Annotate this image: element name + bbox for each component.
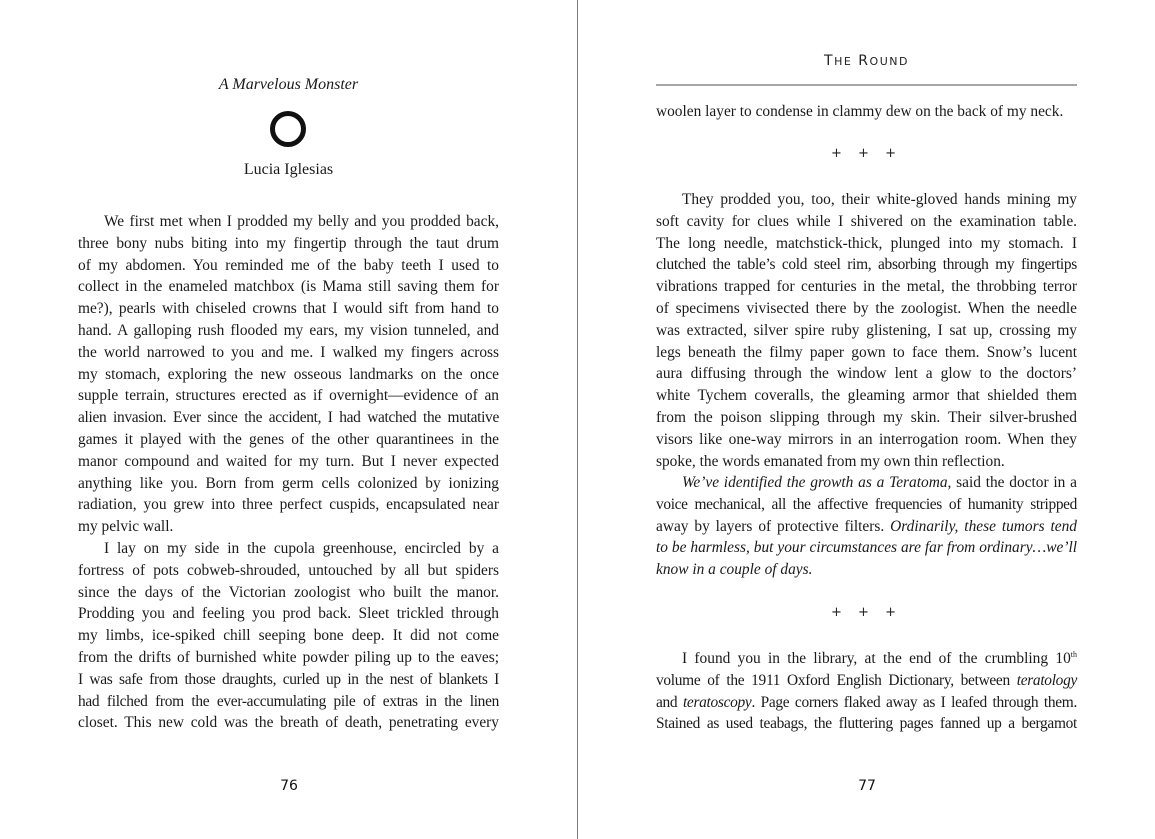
italic-speech: We’ve identified the growth as a Teratoma, — [682, 474, 952, 491]
section-2-text — [656, 189, 1077, 472]
running-head-cap: T — [824, 53, 835, 69]
text-line: woolen layer to condense in clammy dew on the back of my neck. — [656, 103, 1064, 120]
story-title: A Marvelous Monster — [218, 76, 359, 93]
running-head-small: HE — [834, 55, 853, 68]
text-line: collect in the enameled matchbox (is Mama still saving them for — [78, 278, 499, 296]
text-line: my stomach, exploring the new osseous landmarks on the once — [78, 365, 499, 383]
text-line: spoke, the words emanated from my own thin reflection. — [656, 452, 1005, 470]
text-line — [656, 516, 1077, 538]
text-line: vibrations trapped for centuries in the metal, the throbbing terror — [656, 278, 1077, 296]
text-line: the world narrowed to you and me. I walked my fingers across — [78, 343, 499, 361]
text-line: white Tychem coveralls, the gleaming armor that shielded them — [656, 387, 1077, 405]
text-line — [656, 692, 1077, 714]
author-name: Lucia Iglesias — [243, 161, 334, 178]
page-number-right: 77 — [858, 778, 876, 794]
continuation-line — [656, 101, 1077, 123]
text-line: We first met when I prodded my belly and you prodded back, — [104, 213, 499, 230]
text-line: aura diffusing through the window lent a glow to the doctors’ — [656, 365, 1077, 383]
text-line — [656, 670, 1077, 692]
text-line: closet. This new cold was the breath of death, penetrating every — [78, 714, 499, 732]
header-rule — [656, 84, 1077, 86]
italic-term: teratoscopy — [682, 693, 752, 711]
text-line: anything like you. Born from germ cells colonized by ionizing — [78, 474, 499, 492]
running-head — [656, 53, 1077, 69]
running-head-cap: R — [858, 53, 870, 69]
text-line: of specimens vivisected there by the zoologist. When the needle — [656, 299, 1077, 317]
text-line: legs beneath the filmy paper gown to face them. Snow’s lucent — [656, 343, 1077, 361]
text-line — [656, 648, 1077, 670]
text-line — [656, 472, 1077, 494]
text-run: said the doctor in a — [951, 474, 1077, 491]
text-line: my limbs, ice-spiked chill seeping bone deep. It did not come — [78, 627, 499, 645]
section-separator: + + + — [831, 605, 902, 620]
text-line: my pelvic wall. — [78, 518, 174, 536]
text-line: since the days of the Victorian zoologist who built the manor. — [78, 583, 499, 601]
text-line: manor compound and waited for my turn. But I never expected — [78, 452, 499, 470]
text-line: was extracted, silver spire ruby glistening, I sat up, crossing my — [656, 321, 1077, 339]
text-line: The long needle, matchstick-thick, plunged into my stomach. I — [656, 234, 1077, 252]
text-line: hand. A galloping rush flooded my ears, my vision tunneled, and — [78, 321, 499, 339]
text-line: radiation, you grew into three perfect cuspids, encapsulated near — [78, 496, 499, 514]
text-line: soft cavity for clues while I shivered on the examination table. — [656, 212, 1077, 230]
text-line: had filched from the ever-accumulating pile of extras in the linen — [78, 692, 499, 710]
italic-term: teratology — [1016, 671, 1077, 689]
dialogue-text — [656, 472, 1077, 581]
page-number-left: 76 — [280, 778, 298, 794]
right-page — [578, 0, 1155, 839]
text-line: fortress of pots cobweb-shrouded, untouched by all but spiders — [78, 561, 499, 579]
section-3-text — [656, 648, 1077, 735]
text-run: away by layers of protective filters. — [656, 517, 891, 535]
text-run: I found you in the library, at the end of the crumbling 10 — [682, 650, 1071, 667]
text-line: I was safe from those draughts, curled up in the nest of blankets I — [78, 670, 499, 688]
text-line: I lay on my side in the cupola greenhouse, encircled by a — [104, 539, 499, 557]
text-line: games it played with the genes of the other quarantinees in the — [78, 430, 499, 448]
text-line: know in a couple of days. — [656, 561, 813, 579]
text-line: to be harmless, but your circumstances are far from ordinary…we’ll — [656, 539, 1077, 557]
text-line: voice mechanical, all the affective frequencies of humanity stripped — [656, 495, 1077, 513]
text-line: They prodded you, too, their white-gloved hands mining my — [682, 191, 1077, 208]
italic-speech: Ordinarily, these tumors tend — [890, 517, 1077, 535]
left-page — [0, 0, 577, 839]
left-body-text — [78, 211, 499, 734]
text-line: Prodding you and feeling you prod back. Sleet trickled through — [78, 605, 499, 623]
text-run: and — [656, 693, 683, 711]
text-line: visors like one-way mirrors in an interrogation room. When they — [656, 430, 1077, 448]
text-line: three bony nubs biting into my fingertip through the taut drum — [78, 234, 499, 252]
text-line: alien invasion. Ever since the accident, I had watched the mutative — [78, 409, 499, 427]
text-line: clutched the table’s cold steel rim, absorbing through my fingertips — [656, 256, 1077, 274]
text-run: . Page corners flaked away as I leafed through them. — [751, 693, 1077, 711]
text-line: from the drifts of burnished white powder piling up to the eaves; — [78, 648, 499, 666]
text-run: volume of the 1911 Oxford English Dictionary, between — [656, 671, 1017, 689]
text-line: me?), pearls with chiseled crowns that I would sift from hand to — [78, 300, 499, 318]
brush-circle-icon — [270, 111, 306, 147]
section-separator: + + + — [831, 146, 902, 161]
text-line: of my abdomen. You reminded me of the baby teeth I used to — [78, 256, 499, 274]
text-line: from the poison slipping through my skin. Their silver-brushed — [656, 408, 1077, 426]
superscript: th — [1070, 650, 1077, 659]
running-head-small: OUND — [869, 55, 909, 68]
text-line: supple terrain, structures erected as if overnight—evidence of an — [78, 387, 499, 405]
text-line: Stained as used teabags, the fluttering pages fanned up a bergamot — [656, 715, 1077, 733]
